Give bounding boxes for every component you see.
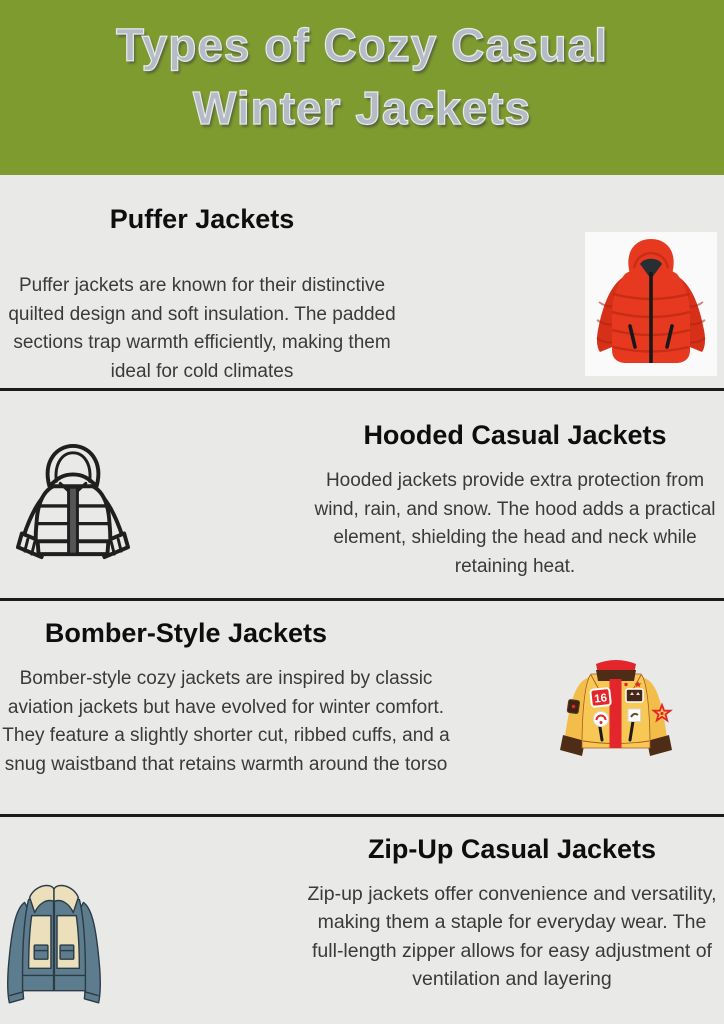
- bomber-body: Bomber-style cozy jackets are inspired by classic aviation jackets but have evolved for winter comfort. They feature a slightly shorter cut, ribbed cuffs, and a snug waistband that retains warmth around the torso: [2, 668, 450, 775]
- denim-zip-jacket-icon: [0, 870, 110, 1016]
- section-zipup-jackets: [0, 817, 724, 1024]
- section-hooded-jackets: [0, 390, 724, 599]
- page-title-line1: Types of Cozy Casual: [115, 19, 609, 71]
- page-title-line2: Winter Jackets: [192, 82, 532, 134]
- zipup-text-column: [300, 817, 724, 994]
- denim-shearling-zip-jacket-image: [0, 870, 110, 1016]
- puffer-body: Puffer jackets are known for their distinctive quilted design and soft insulation. The padded sections trap warmth efficiently, making them ideal for cold climates: [8, 275, 396, 382]
- section-puffer-jackets: [0, 175, 724, 388]
- section-bomber-jackets: [0, 601, 724, 815]
- hooded-heading: Hooded Casual Jackets: [363, 420, 667, 450]
- red-puffer-jacket-icon: [585, 232, 717, 376]
- svg-text:16: 16: [593, 692, 608, 706]
- yellow-bomber-jacket-icon: [546, 651, 686, 767]
- hooded-jacket-line-drawing: [14, 436, 132, 568]
- hooded-jacket-icon: [14, 436, 132, 568]
- hooded-body: Hooded jackets provide extra protection from wind, rain, and snow. The hood adds a practical element, shielding the head and neck while retaining heat.: [314, 470, 716, 577]
- page-title: [0, 0, 724, 140]
- bomber-text-column: [0, 601, 452, 779]
- zipup-body: Zip-up jackets offer convenience and versatility, making them a staple for everyday wear. The full-length zipper allows for easy adjustment of ventilation and layering: [307, 883, 717, 991]
- puffer-heading: Puffer Jackets: [109, 204, 295, 234]
- header-banner: [0, 0, 724, 175]
- puffer-text-column: [0, 175, 404, 386]
- bomber-heading: Bomber-Style Jackets: [44, 618, 328, 648]
- hooded-text-column: [306, 390, 724, 581]
- red-puffer-jacket-image: [585, 232, 717, 376]
- yellow-bomber-jacket-image: [546, 651, 686, 767]
- zipup-heading: Zip-Up Casual Jackets: [367, 834, 657, 864]
